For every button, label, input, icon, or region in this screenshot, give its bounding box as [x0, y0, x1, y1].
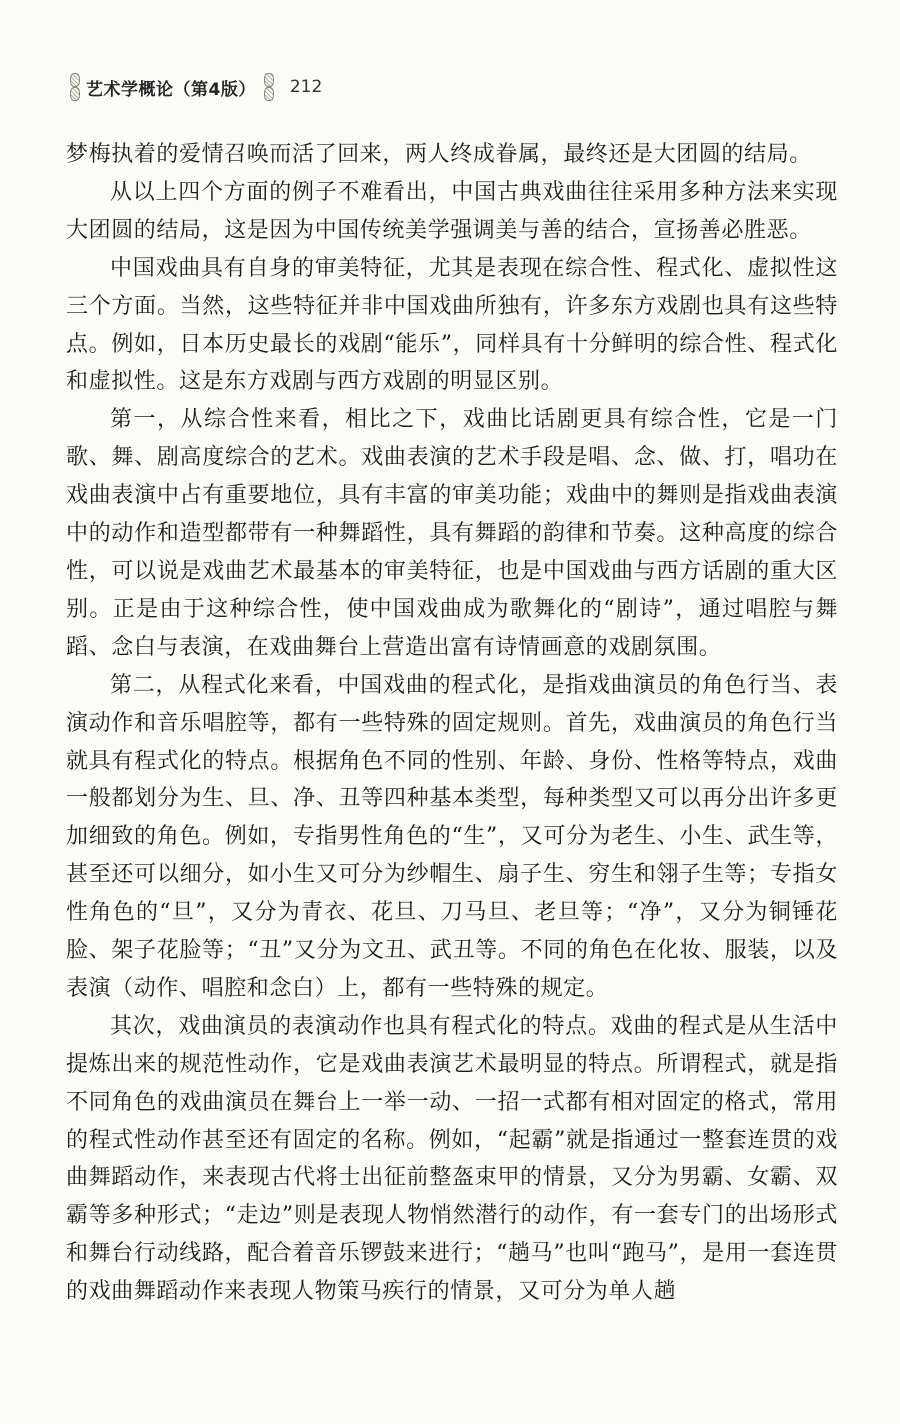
paragraph-continuation: 梦梅执着的爱情召唤而活了回来，两人终成眷属，最终还是大团圆的结局。 — [66, 142, 812, 167]
paragraph-stylization-roles: 第二，从程式化来看，中国戏曲的程式化，是指戏曲演员的角色行当、表演动作和音乐唱腔等，都有一些特殊的固定规则。首先，戏曲演员的角色行当就具有程式化的特点。根据角色不同的性别、年龄、身份、性格等特点，戏曲一般都划分为生、旦、净、丑等四种基本类型，每种类型又可以再分出许多更加细致的角色。例如，专指男性角色的“生”，又可分为老生、小生、武生等，甚至还可以细分，如小生又可分为纱帽生、扇子生、穷生和翎子生等；专指女性角色的“旦”，又分为青衣、花旦、刀马旦、老旦等；“净”，又分为铜锤花脸、架子花脸等；“丑”又分为文丑、武丑等。不同的角色在化妆、服装，以及表演（动作、唱腔和念白）上，都有一些特殊的规定。 — [66, 672, 838, 1001]
paragraph-stylization-movements: 其次，戏曲演员的表演动作也具有程式化的特点。戏曲的程式是从生活中提炼出来的规范性动作，它是戏曲表演艺术最明显的特点。所谓程式，就是指不同角色的戏曲演员在舞台上一举一动、一招一式都有相对固定的格式，常用的程式性动作甚至还有固定的名称。例如，“起霸”就是指通过一整套连贯的戏曲舞蹈动作，来表现古代将士出征前整盔束甲的情景，又分为男霸、女霸、双霸等多种形式；“走边”则是表现人物悄然潜行的动作，有一套专门的出场形式和舞台行动线路，配合着音乐锣鼓来进行；“趟马”也叫“跑马”，是用一套连贯的戏曲舞蹈动作来表现人物策马疾行的情景，又可分为单人趟 — [66, 1013, 838, 1305]
header-ornament-right-icon — [262, 73, 274, 101]
paragraph-comprehensiveness: 第一，从综合性来看，相比之下，戏曲比话剧更具有综合性，它是一门歌、舞、剧高度综合的艺术。戏曲表演的艺术手段是唱、念、做、打，唱功在戏曲表演中占有重要地位，具有丰富的审美功能；戏曲中的舞则是指戏曲表演中的动作和造型都带有一种舞蹈性，具有舞蹈的韵律和节奏。这种高度的综合性，可以说是戏曲艺术最基本的审美特征，也是中国戏曲与西方话剧的重大区别。正是由于这种综合性，使中国戏曲成为歌舞化的“剧诗”，通过唱腔与舞蹈、念白与表演，在戏曲舞台上营造出富有诗情画意的戏剧氛围。 — [66, 407, 838, 660]
text-body — [66, 136, 838, 1311]
paragraph-aesthetic-features: 中国戏曲具有自身的审美特征，尤其是表现在综合性、程式化、虚拟性这三个方面。当然，这些特征并非中国戏曲所独有，许多东方戏剧也具有这些特点。例如，日本历史最长的戏剧“能乐”，同样具有十分鲜明的综合性、程式化和虚拟性。这是东方戏剧与西方戏剧的明显区别。 — [66, 255, 838, 395]
paragraph-summary: 从以上四个方面的例子不难看出，中国古典戏曲往往采用多种方法来实现大团圆的结局，这是因为中国传统美学强调美与善的结合，宣扬善必胜恶。 — [66, 179, 838, 243]
book-title: 艺术学概论（第4版） — [86, 79, 256, 100]
header-ornament-left-icon — [68, 73, 80, 101]
page-number: 212 — [289, 77, 323, 97]
running-header — [62, 70, 322, 104]
